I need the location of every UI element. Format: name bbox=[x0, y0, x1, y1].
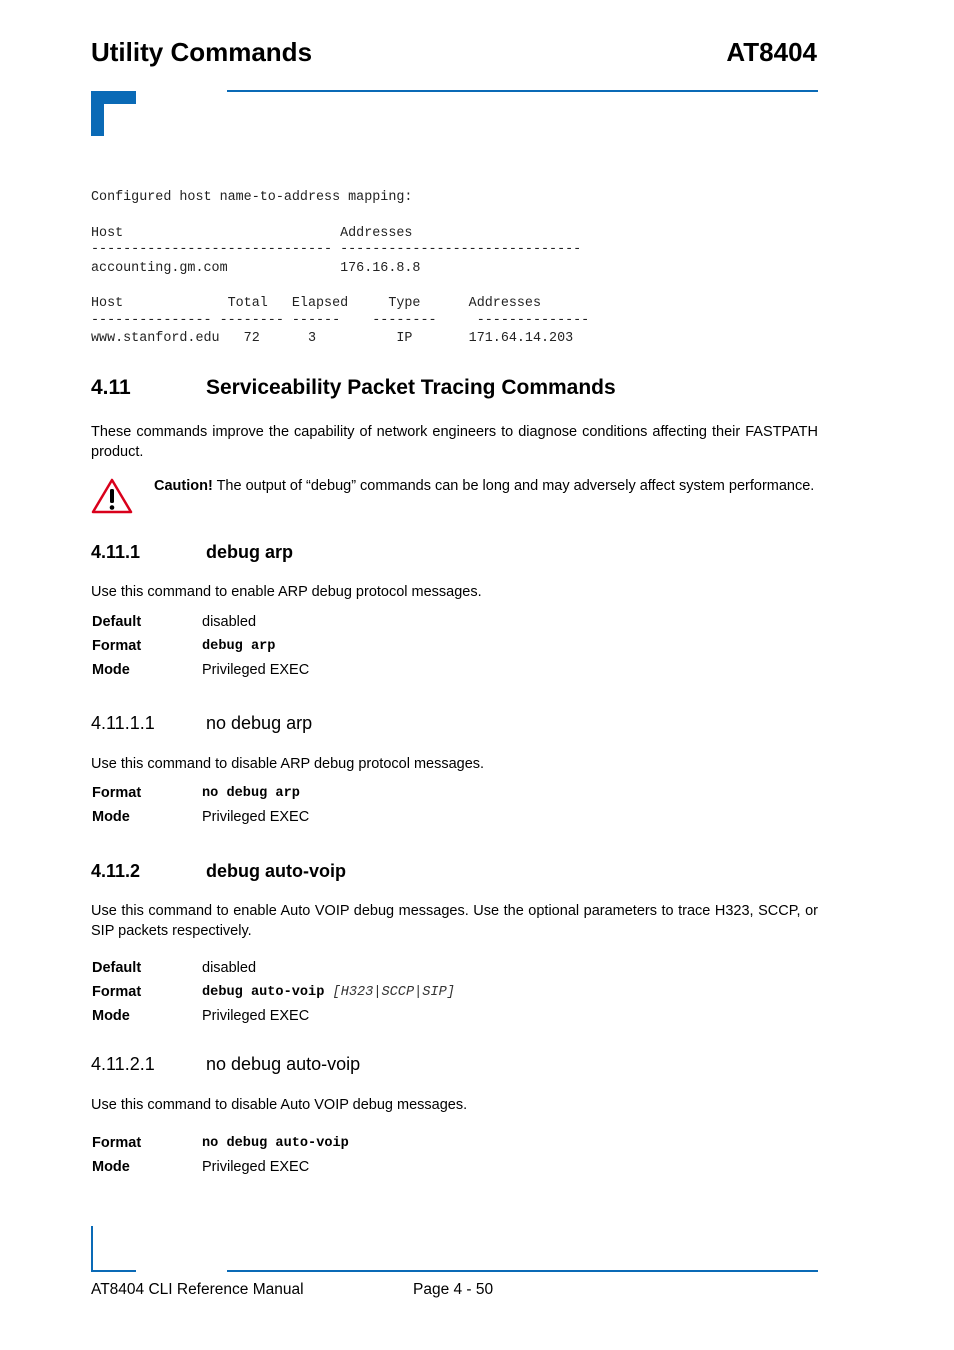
subsection-number: 4.11.1 bbox=[91, 542, 141, 562]
subsection-number: 4.11.2 bbox=[91, 861, 141, 881]
subsubsection-number: 4.11.1.1 bbox=[91, 713, 155, 733]
format-command: debug arp bbox=[202, 639, 276, 654]
mode-value: Privileged EXEC bbox=[202, 1159, 310, 1175]
warning-triangle-icon bbox=[91, 478, 133, 514]
code-line: www.stanford.edu 72 3 IP 171.64.14.203 bbox=[91, 331, 574, 346]
format-command: no debug arp bbox=[202, 786, 300, 801]
mode-label: Mode bbox=[92, 662, 130, 678]
subsubsection-description: Use this command to disable Auto VOIP debug messages. bbox=[91, 1097, 468, 1113]
code-line: ------------------------------ ------------------------------ bbox=[91, 242, 582, 257]
default-value: disabled bbox=[202, 960, 257, 976]
section-title: Serviceability Packet Tracing Commands bbox=[206, 376, 616, 399]
format-label: Format bbox=[92, 785, 142, 801]
format-label: Format bbox=[92, 984, 142, 1000]
header-rule bbox=[227, 90, 818, 92]
subsection-description: Use this command to enable ARP debug protocol messages. bbox=[91, 584, 482, 600]
default-label: Default bbox=[92, 614, 142, 630]
section-intro: These commands improve the capability of network engineers to diagnose conditions affecting their FASTPATH product. bbox=[91, 424, 818, 460]
code-line: --------------- -------- ------ -------- -------------- bbox=[91, 313, 590, 328]
footer-page-number: Page 4 - 50 bbox=[413, 1281, 494, 1298]
code-line: Host Total Elapsed Type Addresses bbox=[91, 296, 541, 311]
format-options: [H323|SCCP|SIP] bbox=[324, 985, 455, 1000]
format-command: no debug auto-voip bbox=[202, 1136, 349, 1151]
subsubsection-number: 4.11.2.1 bbox=[91, 1054, 155, 1074]
mode-value: Privileged EXEC bbox=[202, 662, 310, 678]
code-line: Configured host name-to-address mapping: bbox=[91, 190, 413, 205]
caution-text: The output of “debug” commands can be long and may adversely affect system performance. bbox=[212, 478, 815, 494]
running-header-product: AT8404 bbox=[726, 37, 817, 67]
subsection-title: debug arp bbox=[206, 542, 294, 562]
default-label: Default bbox=[92, 960, 142, 976]
section-number: 4.11 bbox=[91, 376, 131, 399]
code-line: accounting.gm.com 176.16.8.8 bbox=[91, 261, 421, 276]
format-label: Format bbox=[92, 1135, 142, 1151]
code-line: Host Addresses bbox=[91, 226, 413, 241]
subsubsection-title: no debug auto-voip bbox=[206, 1054, 361, 1074]
format-label: Format bbox=[92, 638, 142, 654]
format-command-line bbox=[202, 985, 455, 1000]
footer-manual-title: AT8404 CLI Reference Manual bbox=[91, 1281, 304, 1298]
footer-corner-mark-horizontal bbox=[91, 1270, 136, 1272]
mode-label: Mode bbox=[92, 1159, 130, 1175]
caution-label: Caution! bbox=[154, 478, 213, 494]
running-header-title: Utility Commands bbox=[91, 37, 313, 67]
default-value: disabled bbox=[202, 614, 257, 630]
mode-value: Privileged EXEC bbox=[202, 1008, 310, 1024]
footer-corner-mark bbox=[91, 1226, 93, 1272]
subsection-title: debug auto-voip bbox=[206, 861, 346, 881]
subsubsection-title: no debug arp bbox=[206, 713, 313, 733]
subsection-description: Use this command to enable Auto VOIP debug messages. Use the optional parameters to trace H323, SCCP, or SIP packets respectively. bbox=[91, 903, 818, 939]
format-command: debug auto-voip bbox=[202, 985, 325, 1000]
mode-value: Privileged EXEC bbox=[202, 809, 310, 825]
subsubsection-description: Use this command to disable ARP debug protocol messages. bbox=[91, 756, 485, 772]
mode-label: Mode bbox=[92, 809, 130, 825]
footer-rule bbox=[227, 1270, 818, 1272]
mode-label: Mode bbox=[92, 1008, 130, 1024]
header-corner-mark-horizontal bbox=[91, 91, 136, 104]
caution-note bbox=[154, 476, 818, 496]
